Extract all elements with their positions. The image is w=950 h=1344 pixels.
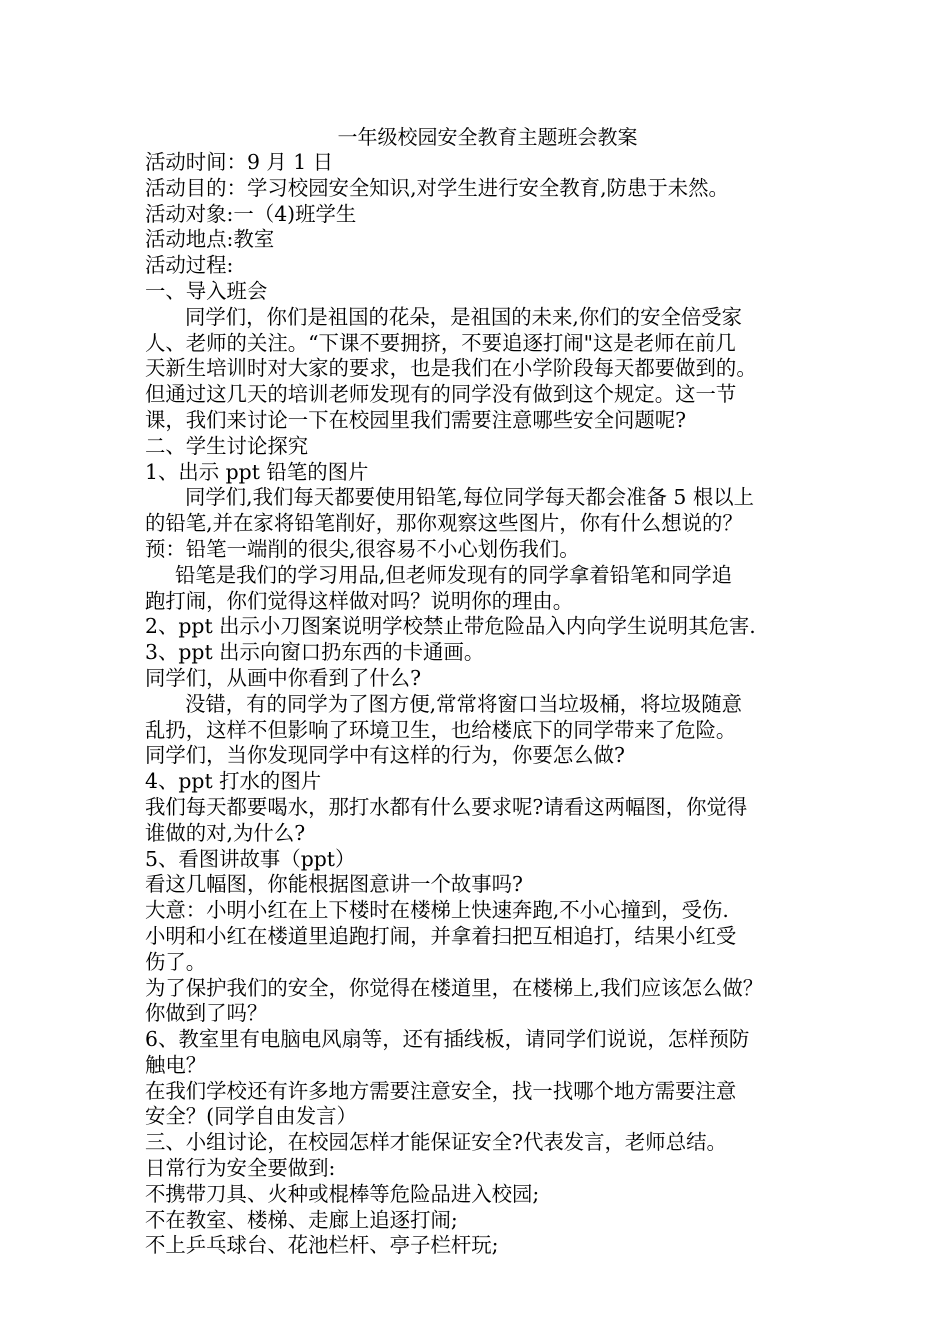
item-heading-6: 6、教室里有电脑电风扇等，还有插线板，请同学们说说，怎样预防: [145, 1027, 750, 1052]
paragraph-line: 课，我们来讨论一下在校园里我们需要注意哪些安全问题呢?: [145, 407, 687, 432]
paragraph-line: 天新生培训时对大家的要求，也是我们在小学阶段每天都要做到的。: [145, 356, 757, 381]
paragraph-line: 跑打闹，你们觉得这样做对吗？说明你的理由。: [145, 588, 574, 613]
paragraph-line: 小明和小红在楼道里追跑打闹，并拿着扫把互相追打，结果小红受: [145, 923, 737, 948]
list-item: 不上乒乓球台、花池栏杆、亭子栏杆玩;: [145, 1233, 499, 1258]
activity-location: 活动地点:教室: [145, 227, 275, 252]
paragraph-line: 预：铅笔一端削的很尖,很容易不小心划伤我们。: [145, 536, 580, 561]
item-heading-2: 2、ppt 出示小刀图案说明学校禁止带危险品入内向学生说明其危害.: [145, 614, 756, 639]
item-heading-5: 5、看图讲故事（ppt）: [145, 846, 356, 871]
paragraph-line: 安全？(同学自由发言）: [145, 1104, 357, 1129]
list-item: 不携带刀具、火种或棍棒等危险品进入校园;: [145, 1181, 540, 1206]
paragraph-line: 人、老师的关注。“下课不要拥挤，不要追逐打闹"这是老师在前几: [145, 330, 736, 355]
activity-process-heading: 活动过程:: [145, 253, 234, 278]
paragraph-line: 但通过这几天的培训老师发现有的同学没有做到这个规定。这一节: [145, 382, 737, 407]
item-heading-3: 3、ppt 出示向窗口扔东西的卡通画。: [145, 640, 485, 665]
paragraph-line: 大意：小明小红在上下楼时在楼梯上快速奔跑,不小心撞到，受伤.: [145, 898, 729, 923]
section-heading-3: 三、小组讨论，在校园怎样才能保证安全?代表发言，老师总结。: [145, 1130, 727, 1155]
section-heading-2: 二、学生讨论探究: [145, 433, 309, 458]
paragraph-line: 日常行为安全要做到:: [145, 1156, 336, 1181]
paragraph-line: 伤了。: [145, 949, 207, 974]
paragraph-line: 乱扔，这样不但影响了环境卫生，也给楼底下的同学带来了危险。: [145, 717, 737, 742]
paragraph-line: 同学们，当你发现同学中有这样的行为，你要怎么做?: [145, 743, 625, 768]
paragraph-line: 在我们学校还有许多地方需要注意安全，找一找哪个地方需要注意: [145, 1078, 737, 1103]
paragraph-line: 触电？: [145, 1052, 207, 1077]
activity-purpose: 活动目的：学习校园安全知识,对学生进行安全教育,防患于未然。: [145, 175, 729, 200]
paragraph-line: 同学们，从画中你看到了什么?: [145, 665, 422, 690]
document-page: [145, 124, 810, 1259]
section-heading-1: 一、导入班会: [145, 278, 268, 303]
paragraph-line: 的铅笔,并在家将铅笔削好，那你观察这些图片，你有什么想说的？: [145, 511, 743, 536]
paragraph-line: 看这几幅图，你能根据图意讲一个故事吗?: [145, 872, 523, 897]
paragraph-line: 谁做的对,为什么?: [145, 820, 306, 845]
paragraph-line: 你做到了吗？: [145, 1001, 268, 1026]
paragraph-line: 我们每天都要喝水，那打水都有什么要求呢?请看这两幅图，你觉得: [145, 794, 748, 819]
paragraph-line: 没错，有的同学为了图方便,常常将窗口当垃圾桶，将垃圾随意: [185, 691, 743, 716]
document-title: 一年级校园安全教育主题班会教案: [337, 125, 638, 149]
paragraph-line: 为了保护我们的安全，你觉得在楼道里，在楼梯上,我们应该怎么做？: [145, 975, 764, 1000]
paragraph-line: 同学们，你们是祖国的花朵，是祖国的未来,你们的安全倍受家: [185, 304, 743, 329]
item-heading-1: 1、出示 ppt 铅笔的图片: [145, 459, 369, 484]
activity-time: 活动时间：9 月 1 日: [145, 150, 334, 174]
item-heading-4: 4、ppt 打水的图片: [145, 769, 322, 794]
activity-audience: 活动对象:一（4)班学生: [145, 201, 357, 226]
paragraph-line: 铅笔是我们的学习用品,但老师发现有的同学拿着铅笔和同学追: [175, 562, 733, 587]
paragraph-line: 同学们,我们每天都要使用铅笔,每位同学每天都会准备 5 根以上: [185, 485, 755, 510]
list-item: 不在教室、楼梯、走廊上追逐打闹;: [145, 1207, 458, 1232]
